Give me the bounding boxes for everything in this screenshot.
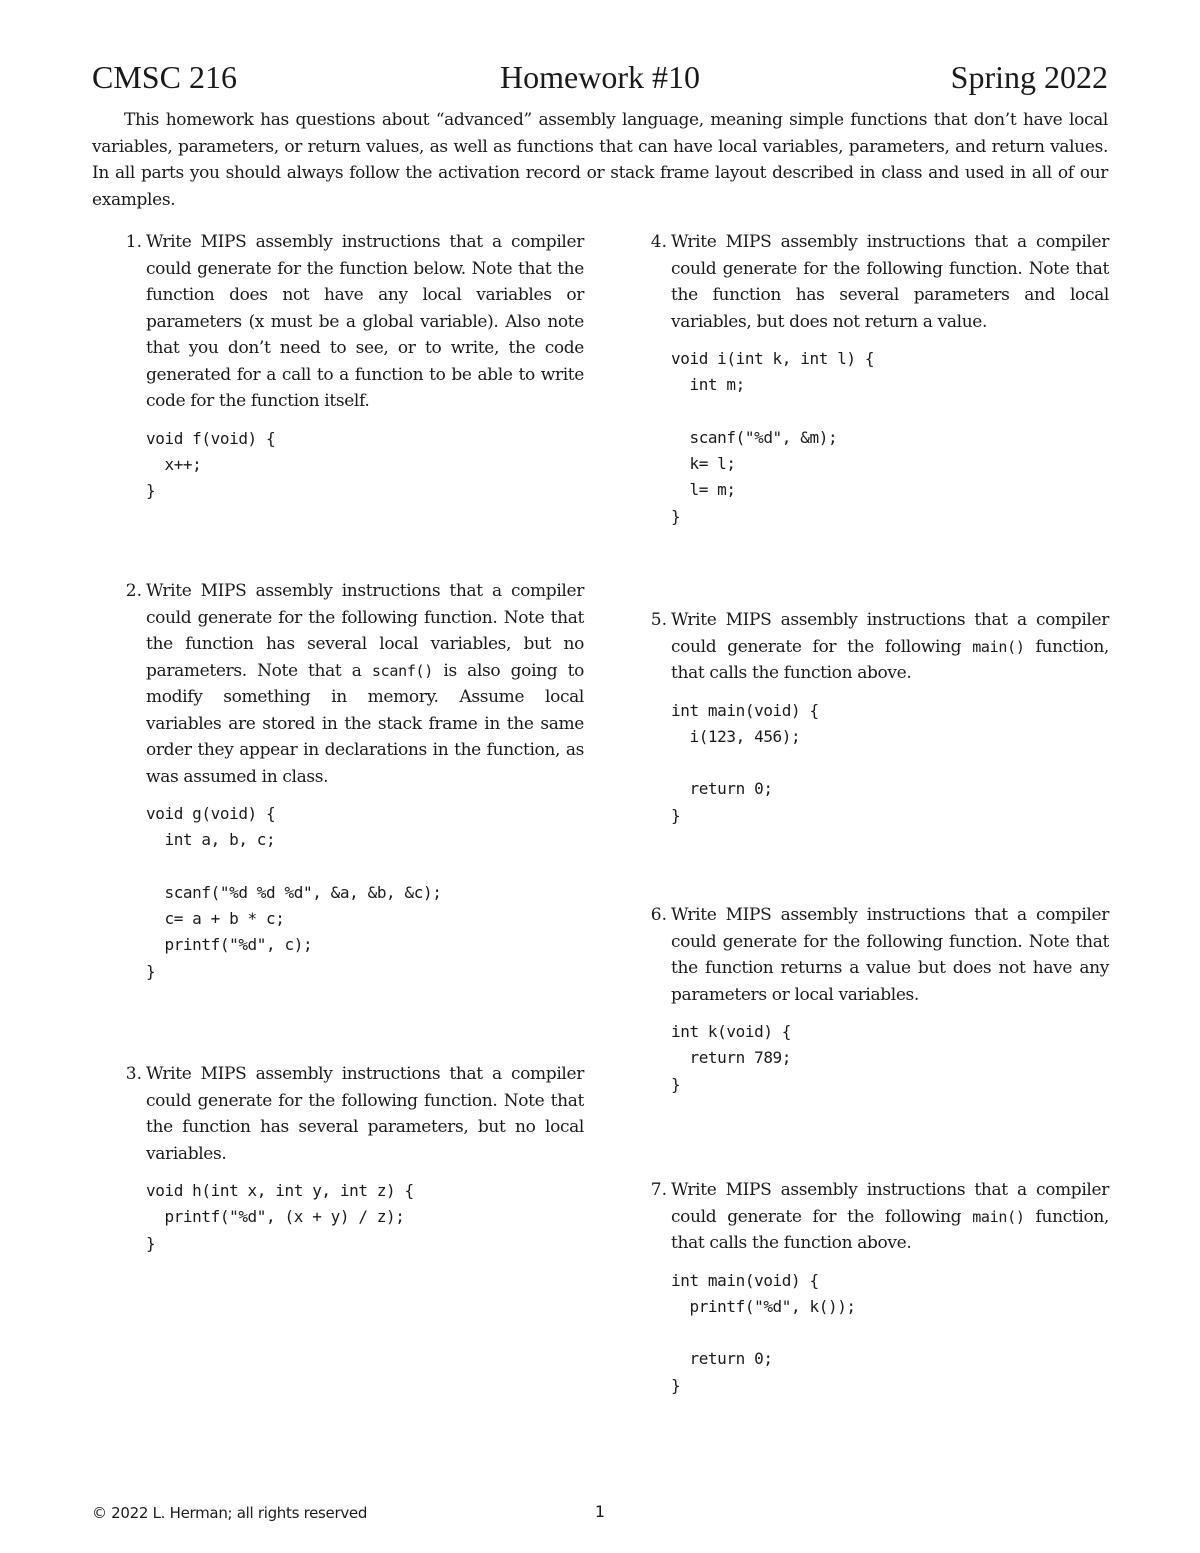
code-block: int main(void) { printf("%d", k()); return 0; } [671,1270,856,1395]
intro-paragraph: This homework has questions about “advanced” assembly language, meaning simple functions that don’t have local variables, parameters, or return values, as well as functions that can have local variables, parameters, and return values. In all parts you should always follow the activation record or stack frame layout described in class and used in all of our examples. [92,110,1108,210]
term: Spring 2022 [950,59,1108,95]
code-block: void h(int x, int y, int z) { printf("%d", (x + y) / z); } [146,1181,414,1253]
question-6 [650,902,1109,1098]
code-block: void g(void) { int a, b, c; scanf("%d %d %d", &a, &b, &c); c= a + b * c; printf("%d", c); } [146,804,442,981]
code-block: void f(void) { x++; } [146,428,276,501]
copyright-notice: © 2022 L. Herman; all rights reserved [92,1504,368,1522]
question-text: Write MIPS assembly instructions that a compiler could generate for the function below. Note that the function does not have any local variables or parameters (x must be a global variable). Also note that you don’t need to see, or to write, the code generated for a call to a function to be able to write code for the function itself. [146,232,584,411]
question-4 [650,229,1109,530]
course-code: CMSC 216 [92,59,237,95]
page-header [92,57,1108,101]
question-text: Write MIPS assembly instructions that a compiler could generate for the following function. Note that the function has several parameters, but no local variables. [146,1064,584,1164]
question-text: Write MIPS assembly instructions that a compiler could generate for the following main() function, that calls the function above. [671,610,1109,683]
question-number: 2. [125,581,142,601]
question-2 [125,578,584,985]
question-number: 5. [650,610,667,630]
question-1 [125,229,584,504]
code-block: void i(int k, int l) { int m; scanf("%d", &m); k= l; l= m; } [671,349,875,526]
page-title: Homework #10 [500,59,700,95]
question-number: 3. [125,1064,142,1084]
code-block: int main(void) { i(123, 456); return 0; } [671,700,819,825]
question-text: Write MIPS assembly instructions that a compiler could generate for the following main() function, that calls the function above. [671,1180,1109,1253]
question-7 [650,1177,1109,1399]
question-number: 4. [650,232,667,252]
question-text: Write MIPS assembly instructions that a compiler could generate for the following function. Note that the function returns a value but does not have any parameters or local variables. [671,905,1109,1005]
question-number: 6. [650,905,667,925]
code-block: int k(void) { return 789; } [671,1022,792,1094]
question-5 [650,607,1109,829]
question-number: 1. [125,232,142,252]
question-text: Write MIPS assembly instructions that a compiler could generate for the following function. Note that the function has several parameters and local variables, but does not return a value. [671,232,1109,332]
question-3 [125,1061,584,1257]
question-number: 7. [650,1180,667,1200]
page-number: 1 [594,1502,606,1521]
question-text: Write MIPS assembly instructions that a compiler could generate for the following function. Note that the function has several local variables, but no parameters. Note that a scanf() is also going to modify something in memory. Assume local variables are stored in the stack frame in the same order they appear in declarations in the function, as was assumed in class. [146,581,584,787]
